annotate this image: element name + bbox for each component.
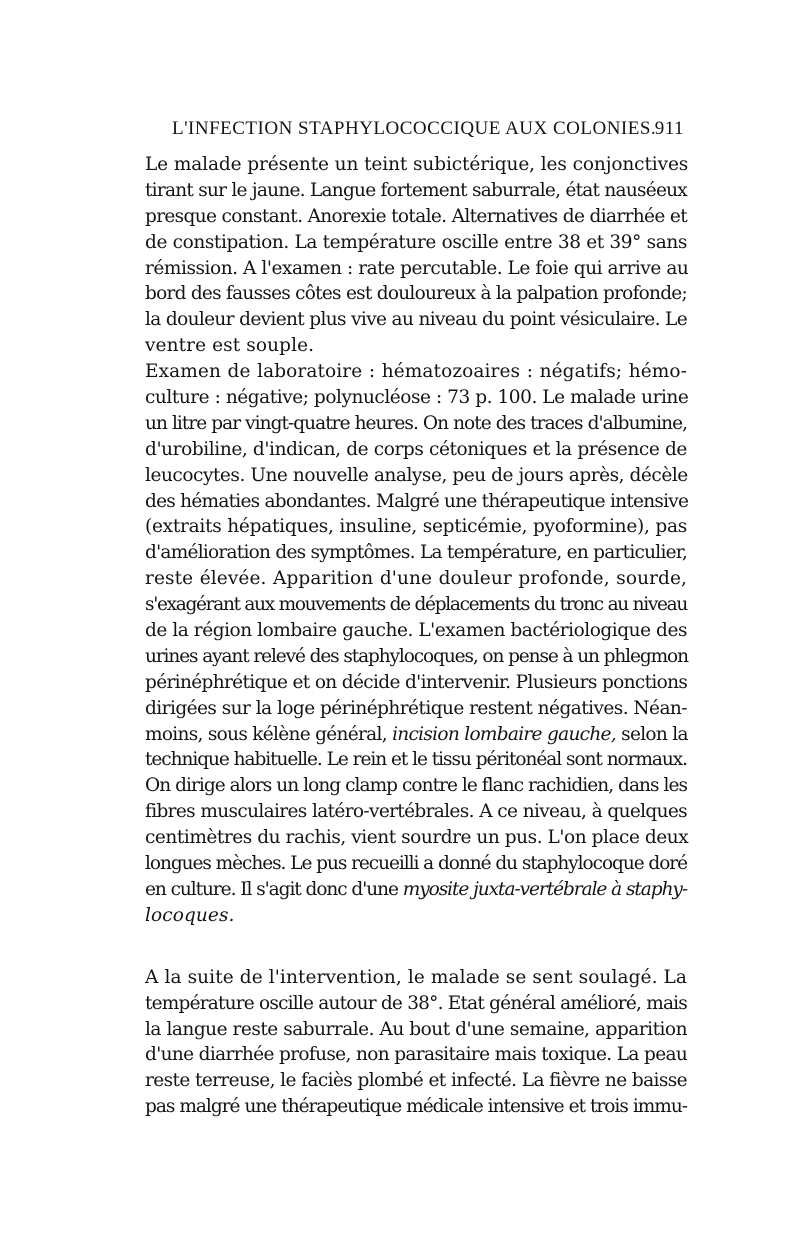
text-line: bord des fausses côtes est douloureux à la palpation profonde; <box>145 283 687 305</box>
text-line: température oscille autour de 38°. Etat général amélioré, mais <box>145 992 687 1014</box>
text-line: un litre par vingt-quatre heures. On note des traces d'albumine, <box>145 412 687 434</box>
text-line-mixed <box>145 722 687 748</box>
text-line: (extraits hépatiques, insuline, septicémie, pyoformine), pas <box>145 516 687 538</box>
text-line-mixed <box>145 877 687 903</box>
text-line: d'une diarrhée profuse, non parasitaire mais toxique. La peau <box>145 1044 688 1066</box>
text-run: en culture. Il s'agit donc d'une <box>145 878 398 900</box>
text-line <box>145 903 687 929</box>
text-line: s'exagérant aux mouvements de déplacements du tronc au niveau <box>145 594 687 616</box>
page-number: 911 <box>654 118 684 139</box>
text-line: reste terreuse, le faciès plombé et infecté. La fièvre ne baisse <box>145 1070 687 1092</box>
paragraph-laboratory-exam <box>145 359 687 929</box>
text-line: longues mèches. Le pus recueilli a donné du staphylocoque doré <box>145 853 687 875</box>
text-line: reste élevée. Apparition d'une douleur profonde, sourde, <box>145 568 687 590</box>
text-line: de la région lombaire gauche. L'examen bactériologique des <box>145 620 687 642</box>
running-head-title: L'INFECTION STAPHYLOCOCCIQUE AUX COLONIES. <box>172 118 657 139</box>
italic-run: myosite juxta-vertébrale à staphy- <box>402 878 688 900</box>
text-line: de constipation. La température oscille entre 38 et 39° sans <box>145 231 687 253</box>
text-line: presque constant. Anorexie totale. Alternatives de diarrhée et <box>145 205 687 227</box>
text-line: Examen de laboratoire : hématozoaires : négatifs; hémo- <box>145 361 687 383</box>
text-line: d'amélioration des symptômes. La température, en particulier, <box>145 542 687 564</box>
paragraph-clinical-presentation <box>145 152 687 359</box>
text-line: dirigées sur la loge périnéphrétique restent négatives. Néan- <box>145 697 687 719</box>
italic-run: incision lombaire gauche, <box>392 723 616 745</box>
text-line: Le malade présente un teint subictérique, les conjonctives <box>145 154 689 175</box>
italic-run: locoques. <box>145 904 235 926</box>
text-line: fibres musculaires latéro-vertébrales. A ce niveau, à quelques <box>145 801 687 823</box>
running-head <box>172 118 684 144</box>
text-line: ventre est souple. <box>145 335 315 357</box>
text-line: On dirige alors un long clamp contre le flanc rachidien, dans les <box>145 775 687 797</box>
text-line: technique habituelle. Le rein et le tissu péritonéal sont normaux. <box>145 749 687 771</box>
text-line: urines ayant relevé des staphylocoques, on pense à un phlegmon <box>145 645 688 667</box>
text-line: tirant sur le jaune. Langue fortement saburrale, état nauséeux <box>145 179 687 201</box>
paragraph-gap <box>145 929 687 965</box>
body-text <box>145 152 687 1120</box>
text-line: la douleur devient plus vive au niveau du point vésiculaire. Le <box>145 309 687 331</box>
text-line: des hématies abondantes. Malgré une thérapeutique intensive <box>145 490 689 512</box>
text-line: pas malgré une thérapeutique médicale intensive et trois immu- <box>145 1096 687 1118</box>
text-line: la langue reste saburrale. Au bout d'une semaine, apparition <box>145 1018 687 1040</box>
text-line: centimètres du rachis, vient sourdre un pus. L'on place deux <box>145 827 689 849</box>
text-line: périnéphrétique et on décide d'intervenir. Plusieurs ponctions <box>145 671 688 693</box>
text-line: A la suite de l'intervention, le malade se sent soulagé. La <box>145 966 688 988</box>
text-run: selon la <box>621 723 688 745</box>
text-line: rémission. A l'examen : rate percutable. Le foie qui arrive au <box>145 257 689 279</box>
paragraph-postoperative <box>145 965 687 1120</box>
text-run: moins, sous kélène général, <box>145 723 387 745</box>
text-line: culture : négative; polynucléose : 73 p. 100. Le malade urine <box>145 387 689 409</box>
text-line: d'urobiline, d'indican, de corps cétoniques et la présence de <box>145 438 687 460</box>
text-line: leucocytes. Une nouvelle analyse, peu de jours après, décèle <box>145 464 688 486</box>
